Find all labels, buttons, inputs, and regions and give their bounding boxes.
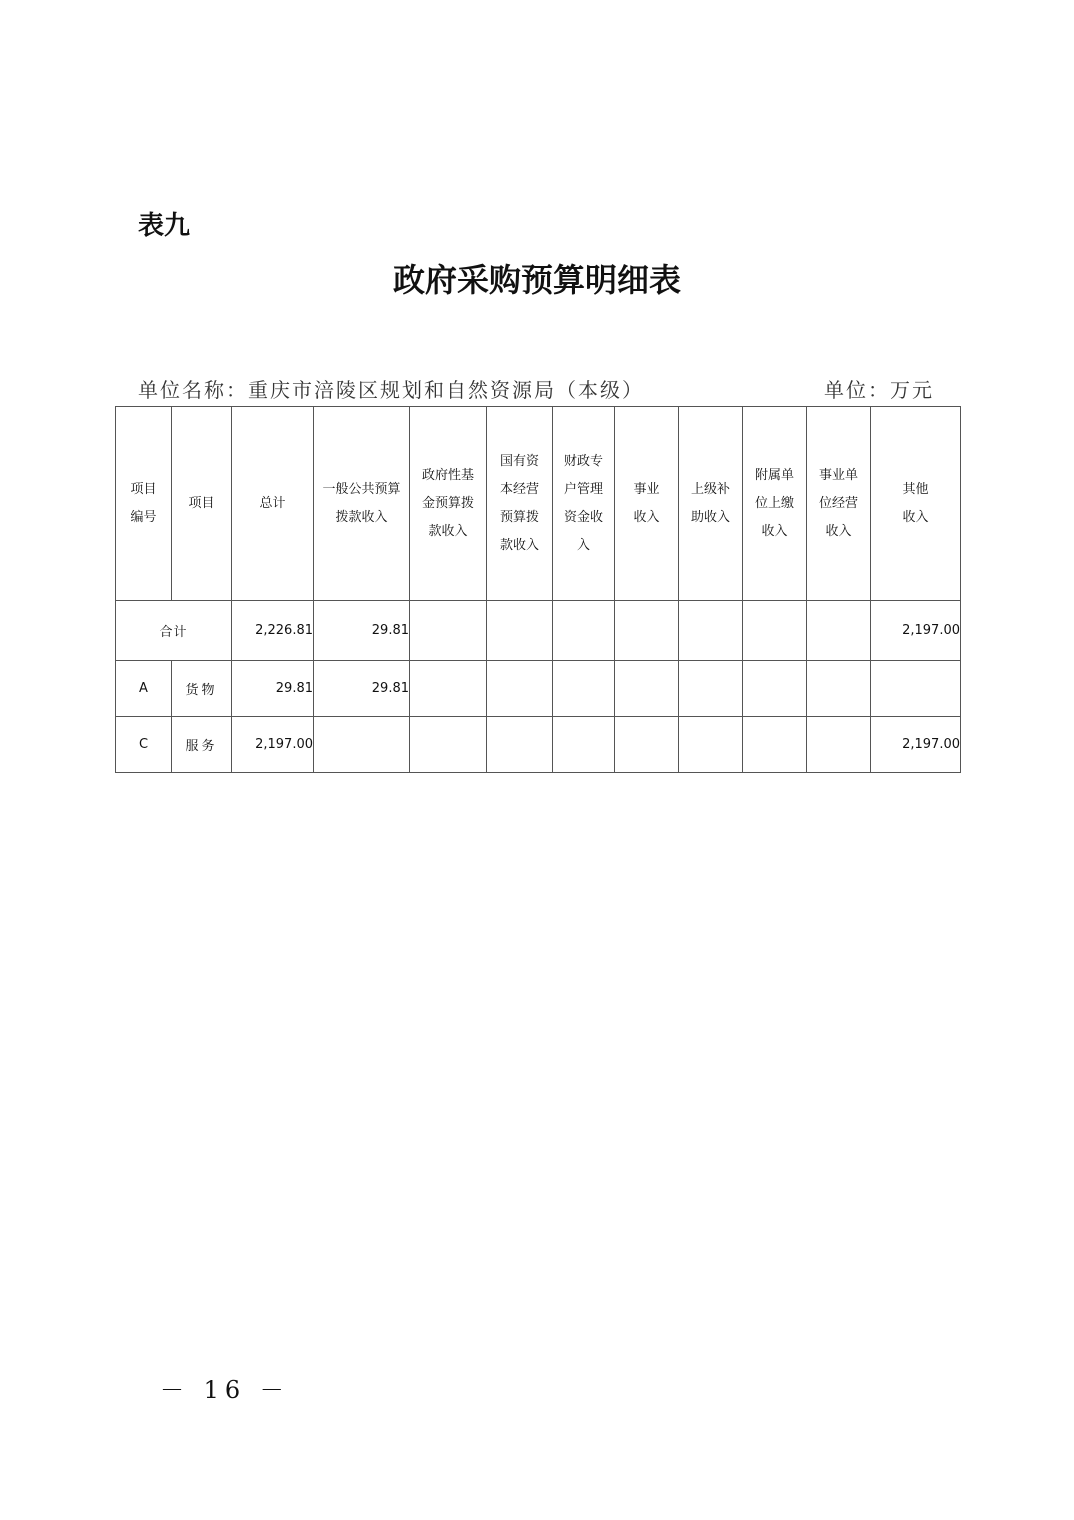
header-cell: 国有资本经营预算拨款收入 bbox=[487, 407, 553, 601]
item-code: A bbox=[116, 661, 172, 717]
table-cell: 29.81 bbox=[314, 661, 410, 717]
table-cell bbox=[553, 661, 615, 717]
header-row bbox=[116, 407, 961, 601]
total-cell bbox=[743, 601, 807, 661]
total-cell bbox=[615, 601, 679, 661]
header-cell: 财政专户管理资金收入 bbox=[553, 407, 615, 601]
total-cell: 2,226.81 bbox=[232, 601, 314, 661]
table-cell bbox=[871, 661, 961, 717]
item-code: C bbox=[116, 717, 172, 773]
table-cell bbox=[553, 717, 615, 773]
header-cell: 上级补助收入 bbox=[679, 407, 743, 601]
document-title: 政府采购预算明细表 bbox=[392, 261, 681, 299]
header-cell: 附属单位上缴收入 bbox=[743, 407, 807, 601]
table-cell: 2,197.00 bbox=[232, 717, 314, 773]
item-name: 服务 bbox=[172, 717, 232, 773]
table-cell bbox=[410, 661, 487, 717]
header-cell: 政府性基金预算拨款收入 bbox=[410, 407, 487, 601]
table-cell bbox=[807, 661, 871, 717]
header-cell: 事业单位经营收入 bbox=[807, 407, 871, 601]
table-cell bbox=[679, 661, 743, 717]
total-cell: 29.81 bbox=[314, 601, 410, 661]
total-cell bbox=[410, 601, 487, 661]
total-cell bbox=[679, 601, 743, 661]
table-row bbox=[116, 661, 961, 717]
header-cell: 项目 bbox=[172, 407, 232, 601]
page-number: － 16 － bbox=[160, 1376, 290, 1404]
table-cell bbox=[410, 717, 487, 773]
currency-unit: 单位：万元 bbox=[824, 378, 934, 402]
unit-name: 单位名称：重庆市涪陵区规划和自然资源局（本级） bbox=[138, 378, 644, 402]
item-name: 货物 bbox=[172, 661, 232, 717]
table-cell: 2,197.00 bbox=[871, 717, 961, 773]
header-cell: 一般公共预算拨款收入 bbox=[314, 407, 410, 601]
total-cell bbox=[487, 601, 553, 661]
total-cell bbox=[553, 601, 615, 661]
table-cell bbox=[679, 717, 743, 773]
table-cell bbox=[615, 717, 679, 773]
header-cell: 总计 bbox=[232, 407, 314, 601]
procurement-budget-table bbox=[115, 406, 961, 773]
table-cell bbox=[487, 661, 553, 717]
total-cell: 2,197.00 bbox=[871, 601, 961, 661]
total-label: 合计 bbox=[116, 601, 232, 661]
table-label: 表九 bbox=[138, 211, 191, 241]
table-cell bbox=[615, 661, 679, 717]
header-cell: 事业收入 bbox=[615, 407, 679, 601]
header-cell: 其他收入 bbox=[871, 407, 961, 601]
table-cell bbox=[743, 661, 807, 717]
table-cell bbox=[743, 717, 807, 773]
total-cell bbox=[807, 601, 871, 661]
header-cell: 项目编号 bbox=[116, 407, 172, 601]
table-cell bbox=[314, 717, 410, 773]
table-cell: 29.81 bbox=[232, 661, 314, 717]
table-cell bbox=[807, 717, 871, 773]
table-row bbox=[116, 717, 961, 773]
table-cell bbox=[487, 717, 553, 773]
total-row bbox=[116, 601, 961, 661]
